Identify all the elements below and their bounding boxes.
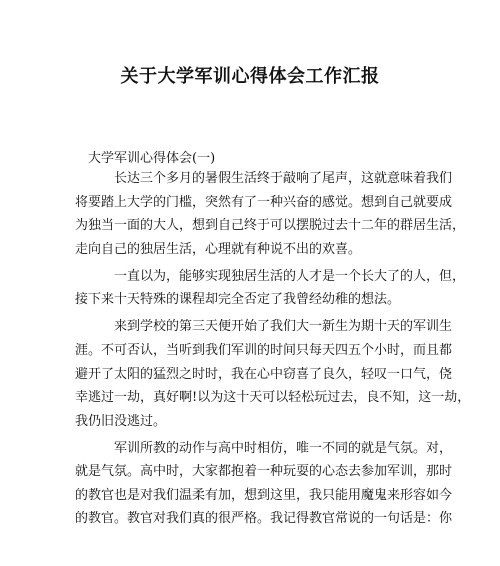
document-title: 关于大学军训心得体会工作汇报 xyxy=(120,66,380,87)
text-line: 我仍旧没逃过。 xyxy=(75,413,167,429)
paragraph xyxy=(75,167,466,261)
text-line: 的教官。教官对我们真的很严格。我记得教官常说的一句话是：你 xyxy=(75,511,453,527)
section-heading: 大学军训心得体会(一) xyxy=(88,151,216,166)
text-line: 涯。不可否认，当听到我们军训的时间只每天四五个小时，而且都 xyxy=(75,342,453,358)
text-line: 接下来十天特殊的课程却完全否定了我曾经幼稚的想法。 xyxy=(75,292,401,308)
text-line: 幸逃过一劫，真好啊!以为这十天可以轻松玩过去，良不知，这一劫， xyxy=(75,390,471,406)
text-line: 的教官也是对我们温柔有加，想到这里，我只能用魔鬼来形容如今 xyxy=(75,487,453,503)
paragraph xyxy=(75,437,453,531)
text-line: 来到学校的第三天便开始了我们大一新生为期十天的军训生 xyxy=(114,319,453,335)
text-line: 军训所教的动作与高中时相仿，唯一不同的就是气氛。对， xyxy=(114,440,453,456)
document-body xyxy=(75,167,471,531)
text-line: 一直以为，能够实现独居生活的人才是一个长大了的人，但， xyxy=(114,268,466,284)
paragraph xyxy=(75,265,466,312)
text-line: 就是气氛。高中时，大家都抱着一种玩耍的心态去参加军训，那时 xyxy=(75,464,453,480)
paragraph xyxy=(75,315,471,433)
text-line: 将要踏上大学的门槛，突然有了一种兴奋的感觉。想到自己就要成 xyxy=(75,194,453,210)
text-line: 避开了太阳的猛烈之时时，我在心中窃喜了良久，轻叹一口气，侥 xyxy=(75,366,453,382)
text-line: 为独当一面的大人，想到自己终于可以摆脱过去十二年的群居生活， xyxy=(75,218,466,234)
text-line: 走向自己的独居生活，心理就有种说不出的欢喜。 xyxy=(75,241,362,257)
text-line: 长达三个多月的暑假生活终于敲响了尾声，这就意味着我们 xyxy=(114,171,453,186)
